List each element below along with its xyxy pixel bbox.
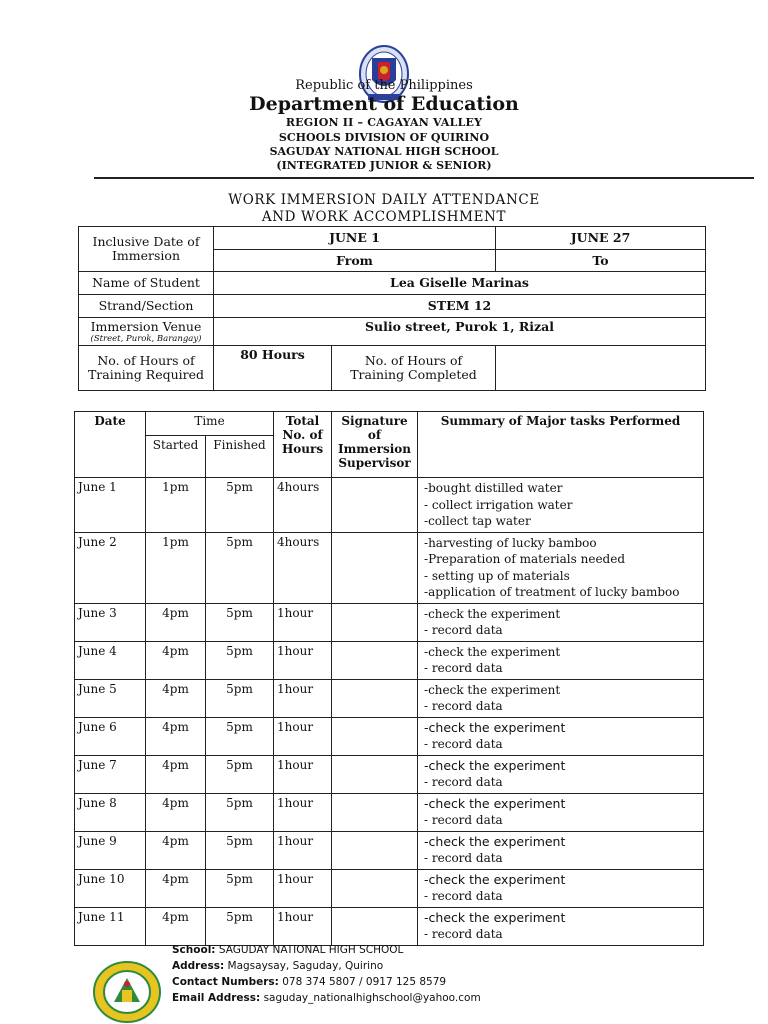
signature-column-header: Signature of Immersion Supervisor — [332, 412, 418, 478]
tasks-cell — [418, 679, 704, 717]
task-line: -check the experiment — [424, 606, 561, 621]
date-cell: June 1 — [75, 478, 146, 533]
date-cell: June 6 — [75, 717, 146, 755]
finished-column-header: Finished — [206, 436, 274, 478]
school-type-line: (INTEGRATED JUNIOR & SENIOR) — [276, 159, 492, 172]
signature-cell — [332, 717, 418, 755]
tasks-cell — [418, 907, 704, 945]
table-row — [75, 831, 704, 869]
footer-email-line: Email Address: saguday_nationalhighschool@yahoo.com — [172, 992, 481, 1004]
attendance-table — [74, 411, 704, 946]
start-cell: 4pm — [146, 603, 206, 641]
task-line: -check the experiment — [424, 795, 566, 811]
end-cell: 5pm — [206, 478, 274, 533]
tasks-cell — [418, 532, 704, 603]
hours-cell: 4hours — [274, 532, 332, 603]
task-line: -check the experiment — [424, 682, 561, 697]
task-line: -Preparation of materials needed — [424, 552, 626, 566]
form-title-line-1: WORK IMMERSION DAILY ATTENDANCE — [228, 192, 540, 208]
task-line: - collect irrigation water — [424, 497, 573, 512]
end-cell: 5pm — [206, 641, 274, 679]
time-column-header: Time — [146, 412, 274, 436]
school-logo — [92, 960, 162, 1024]
date-from-value: JUNE 1 — [214, 227, 496, 250]
date-cell: June 9 — [75, 831, 146, 869]
date-column-header: Date — [75, 412, 146, 478]
task-line: -check the experiment — [424, 833, 566, 849]
task-line: - record data — [424, 775, 503, 789]
table-row — [75, 907, 704, 945]
republic-line: Republic of the Philippines — [295, 78, 473, 93]
table-row — [75, 532, 704, 603]
date-cell: June 2 — [75, 532, 146, 603]
tasks-cell — [418, 478, 704, 533]
signature-cell — [332, 793, 418, 831]
signature-cell — [332, 532, 418, 603]
hours-cell: 1hour — [274, 603, 332, 641]
hours-cell: 1hour — [274, 793, 332, 831]
end-cell: 5pm — [206, 755, 274, 793]
date-cell: June 10 — [75, 869, 146, 907]
date-cell: June 7 — [75, 755, 146, 793]
tasks-cell — [418, 755, 704, 793]
start-cell: 4pm — [146, 641, 206, 679]
start-cell: 1pm — [146, 478, 206, 533]
signature-cell — [332, 478, 418, 533]
form-title-line-2: AND WORK ACCOMPLISHMENT — [261, 209, 507, 225]
task-line: - record data — [424, 699, 503, 713]
task-line: - setting up of materials — [424, 568, 570, 583]
end-cell: 5pm — [206, 793, 274, 831]
task-line: -check the experiment — [424, 719, 566, 735]
hours-cell: 1hour — [274, 717, 332, 755]
hours-completed-label: No. of Hours of Training Completed — [332, 346, 496, 391]
task-line: -check the experiment — [424, 909, 566, 925]
to-label: To — [496, 250, 706, 272]
department-title: Department of Education — [249, 93, 519, 115]
task-line: -collect tap water — [424, 514, 531, 528]
hours-required-label: No. of Hours of Training Required — [79, 346, 214, 391]
signature-cell — [332, 641, 418, 679]
start-cell: 4pm — [146, 755, 206, 793]
end-cell: 5pm — [206, 717, 274, 755]
date-cell: June 11 — [75, 907, 146, 945]
task-line: - record data — [424, 623, 503, 637]
division-line: SCHOOLS DIVISION OF QUIRINO — [278, 131, 490, 144]
date-cell: June 4 — [75, 641, 146, 679]
signature-cell — [332, 831, 418, 869]
date-cell: June 8 — [75, 793, 146, 831]
hours-cell: 1hour — [274, 641, 332, 679]
date-cell: June 5 — [75, 679, 146, 717]
end-cell: 5pm — [206, 532, 274, 603]
venue-note: (Street, Purok, Barangay) — [90, 333, 202, 344]
end-cell: 5pm — [206, 869, 274, 907]
start-cell: 1pm — [146, 532, 206, 603]
task-line: -application of treatment of lucky bamboo — [424, 585, 680, 599]
signature-cell — [332, 907, 418, 945]
tasks-cell — [418, 831, 704, 869]
start-cell: 4pm — [146, 907, 206, 945]
tasks-cell — [418, 717, 704, 755]
task-line: - record data — [424, 661, 503, 675]
table-row — [75, 717, 704, 755]
school-contact-block — [172, 942, 481, 1006]
footer-contact-line: Contact Numbers: 078 374 5807 / 0917 125 8579 — [172, 976, 447, 988]
hours-cell: 1hour — [274, 907, 332, 945]
immersion-info-table — [78, 226, 706, 391]
table-row — [75, 793, 704, 831]
table-row — [75, 755, 704, 793]
start-cell: 4pm — [146, 869, 206, 907]
header-divider — [94, 177, 754, 179]
hours-cell: 1hour — [274, 869, 332, 907]
school-name-line: SAGUDAY NATIONAL HIGH SCHOOL — [269, 145, 499, 158]
table-row — [75, 603, 704, 641]
end-cell: 5pm — [206, 679, 274, 717]
task-line: - record data — [424, 889, 503, 903]
signature-cell — [332, 679, 418, 717]
task-line: -harvesting of lucky bamboo — [424, 535, 597, 550]
hours-cell: 1hour — [274, 679, 332, 717]
hours-required-value: 80 Hours — [214, 346, 332, 391]
hours-cell: 1hour — [274, 755, 332, 793]
table-row — [75, 869, 704, 907]
strand-label: Strand/Section — [79, 295, 214, 318]
student-name-value: Lea Giselle Marinas — [214, 272, 706, 295]
tasks-cell — [418, 793, 704, 831]
task-line: -check the experiment — [424, 644, 561, 659]
task-line: -check the experiment — [424, 757, 566, 773]
signature-cell — [332, 755, 418, 793]
task-line: - record data — [424, 813, 503, 827]
student-name-label: Name of Student — [79, 272, 214, 295]
total-hours-column-header: Total No. of Hours — [274, 412, 332, 478]
tasks-cell — [418, 869, 704, 907]
footer-address-line: Address: Magsaysay, Saguday, Quirino — [172, 960, 384, 972]
table-row — [75, 679, 704, 717]
inclusive-date-label: Inclusive Date of Immersion — [79, 227, 214, 272]
date-cell: June 3 — [75, 603, 146, 641]
start-cell: 4pm — [146, 831, 206, 869]
end-cell: 5pm — [206, 603, 274, 641]
started-column-header: Started — [146, 436, 206, 478]
task-line: - record data — [424, 851, 503, 865]
task-line: - record data — [424, 737, 503, 751]
signature-cell — [332, 869, 418, 907]
date-to-value: JUNE 27 — [496, 227, 706, 250]
start-cell: 4pm — [146, 679, 206, 717]
hours-completed-value — [496, 346, 706, 391]
hours-cell: 1hour — [274, 831, 332, 869]
task-line: - record data — [424, 927, 503, 941]
start-cell: 4pm — [146, 717, 206, 755]
start-cell: 4pm — [146, 793, 206, 831]
region-line: REGION II – CAGAYAN VALLEY — [285, 116, 483, 129]
venue-label: Immersion Venue (Street, Purok, Barangay) — [79, 318, 214, 346]
from-label: From — [214, 250, 496, 272]
summary-column-header: Summary of Major tasks Performed — [418, 412, 704, 478]
attendance-rows — [75, 478, 704, 946]
signature-cell — [332, 603, 418, 641]
strand-value: STEM 12 — [214, 295, 706, 318]
end-cell: 5pm — [206, 831, 274, 869]
tasks-cell — [418, 641, 704, 679]
end-cell: 5pm — [206, 907, 274, 945]
footer-school-line: School: SAGUDAY NATIONAL HIGH SCHOOL — [172, 944, 404, 956]
table-row — [75, 641, 704, 679]
venue-value: Sulio street, Purok 1, Rizal — [214, 318, 706, 346]
task-line: -bought distilled water — [424, 481, 563, 495]
task-line: -check the experiment — [424, 871, 566, 887]
hours-cell: 4hours — [274, 478, 332, 533]
table-row — [75, 478, 704, 533]
tasks-cell — [418, 603, 704, 641]
